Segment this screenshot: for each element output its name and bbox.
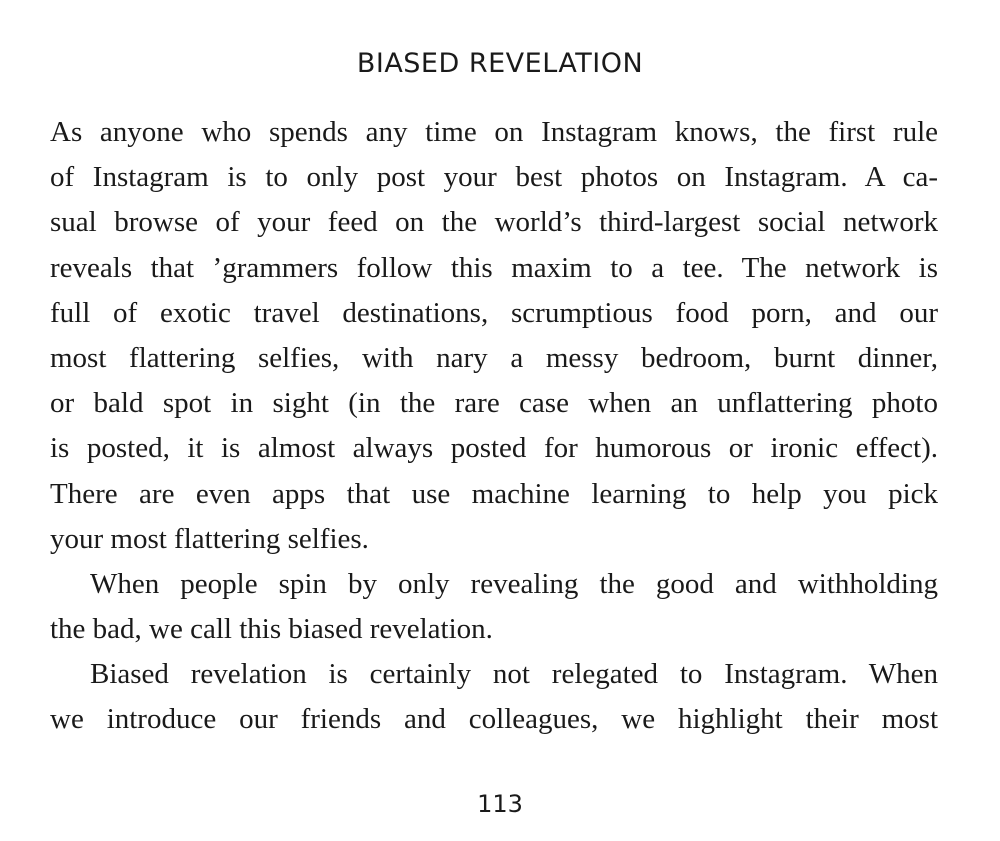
text-line: the bad, we call this biased revelation.	[50, 613, 493, 646]
text-line: There are even apps that use machine learning to help you pick	[50, 477, 938, 510]
paragraph	[50, 562, 938, 652]
text-line: your most flattering selfies.	[50, 522, 369, 555]
text-line: full of exotic travel destinations, scrumptious food porn, and our	[50, 296, 938, 329]
paragraph	[50, 110, 938, 562]
text-line: As anyone who spends any time on Instagram knows, the first rule	[50, 116, 938, 148]
paragraph	[50, 652, 938, 742]
page-number: 113	[477, 790, 523, 818]
text-line: sual browse of your feed on the world’s third-largest social network	[50, 206, 938, 239]
text-line: we introduce our friends and colleagues, we highlight their most	[50, 703, 938, 736]
text-line: When people spin by only revealing the good and withholding	[90, 567, 938, 600]
text-line: most flattering selfies, with nary a messy bedroom, burnt dinner,	[50, 341, 938, 374]
body-text	[50, 110, 938, 743]
text-line: of Instagram is to only post your best photos on Instagram. A ca-	[50, 161, 938, 194]
text-line: Biased revelation is certainly not relegated to Instagram. When	[90, 658, 938, 691]
text-line: or bald spot in sight (in the rare case when an unflattering photo	[50, 387, 938, 420]
running-head-title: BIASED REVELATION	[356, 48, 644, 79]
text-line: reveals that ’grammers follow this maxim to a tee. The network is	[50, 251, 938, 284]
text-line: is posted, it is almost always posted for humorous or ironic effect).	[50, 432, 938, 465]
